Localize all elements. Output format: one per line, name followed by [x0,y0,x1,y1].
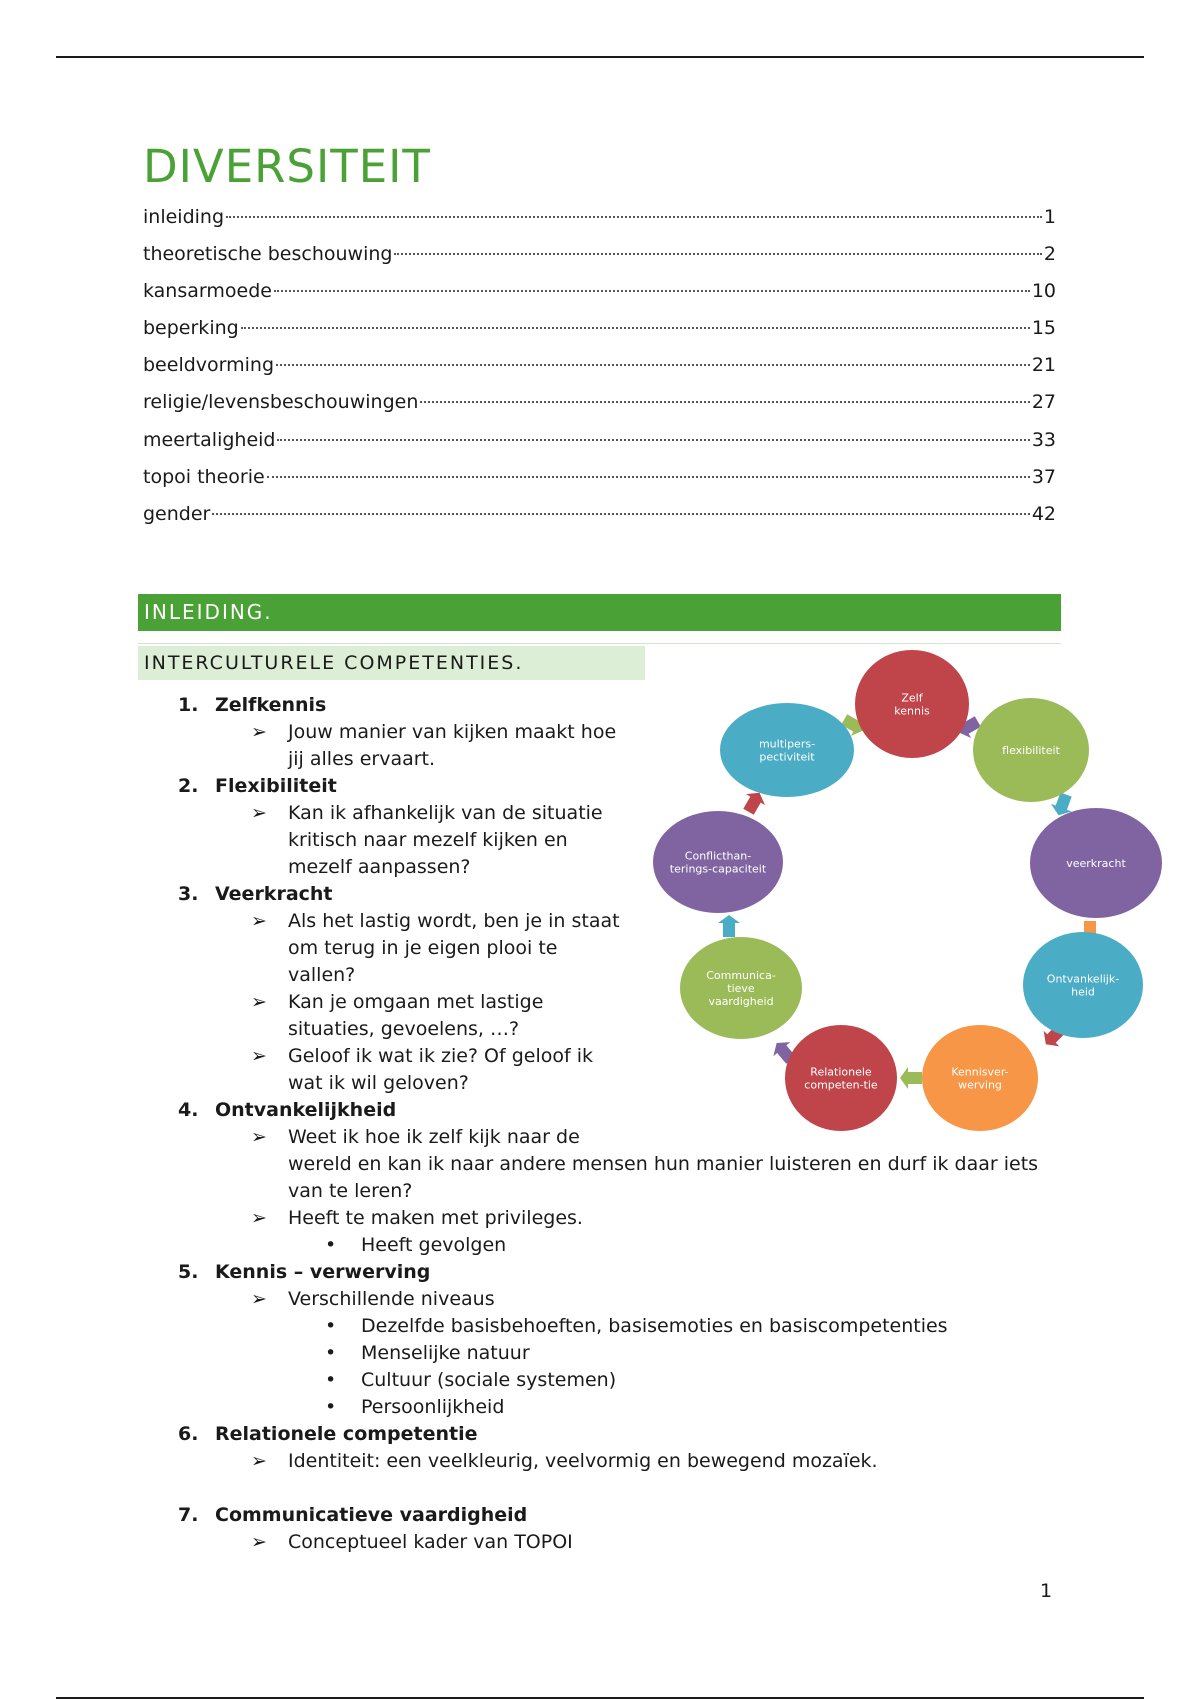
competence-subpoint-text: Als het lastig wordt, ben je in staat om terug in je eigen plooi te vallen? [288,910,620,986]
competence-subpoint-text: Kan je omgaan met lastige situaties, gevoelens, …? [288,991,544,1040]
toc-leader-dots [420,401,1029,403]
cycle-node [785,1025,897,1131]
competence-bullet [178,1340,1058,1367]
competence-subpoint-text: Heeft te maken met privileges. [288,1207,583,1229]
bullet-dot-icon: • [325,1234,337,1256]
competence-item-number: 2. [178,775,199,797]
toc-entry-label: inleiding [143,206,225,228]
competence-subpoint-text: Geloof ik wat ik zie? Of geloof ik wat ik wil geloven? [288,1045,594,1094]
competence-subpoint [178,719,628,773]
bullet-dot-icon: • [325,1369,337,1391]
toc-leader-dots [394,253,1041,255]
competence-item [178,1421,1058,1475]
competence-subpoint [178,1286,1058,1313]
header-rule [56,56,1144,58]
cycle-node-label: Relationele [810,1065,872,1079]
competence-bullet-text: Heeft gevolgen [361,1234,507,1256]
arrow-bullet-icon: ➢ [251,802,267,824]
toc-entry-label: religie/levensbeschouwingen [143,391,419,414]
competence-cycle-diagram [650,648,1180,1148]
toc-entry[interactable] [143,466,1056,503]
competence-item-title-text: Ontvankelijkheid [215,1099,397,1121]
competence-subpoint [178,908,628,989]
toc-entry-page: 21 [1031,354,1056,377]
toc-entry-label: meertaligheid [143,428,276,451]
footer-rule [56,1697,1144,1699]
toc-leader-dots [226,216,1042,218]
toc-entry-label: theoretische beschouwing [143,243,393,266]
cycle-node-label: flexibiliteit [1002,744,1060,757]
cycle-arrow [718,915,740,937]
toc-entry[interactable] [143,354,1056,391]
arrow-bullet-icon: ➢ [251,1207,267,1229]
competence-item-number: 3. [178,883,199,905]
competence-subpoint [178,800,628,881]
competence-subpoint-text: Identiteit: een veelkleurig, veelvormig en bewegend mozaïek. [288,1450,878,1472]
toc-entry[interactable] [143,503,1056,540]
toc-entry-page: 33 [1031,428,1056,451]
cycle-node [1030,808,1162,918]
cycle-node [720,703,854,797]
cycle-node-label: heid [1071,985,1095,999]
toc-entry[interactable] [143,429,1056,466]
competence-item-title [178,1502,1058,1529]
competence-item-title-text: Relationele competentie [215,1423,478,1445]
toc-entry[interactable] [143,280,1056,317]
arrow-bullet-icon: ➢ [251,1531,267,1553]
cycle-node-label: kennis [894,704,930,718]
competence-bullet-text: Cultuur (sociale systemen) [361,1369,617,1391]
arrow-bullet-icon: ➢ [251,721,267,743]
cycle-node-label: pectiviteit [759,750,815,764]
toc-entry-page: 27 [1031,391,1056,414]
subsection-heading-intercultural-competences: INTERCULTURELE COMPETENTIES. [138,646,645,680]
toc-leader-dots [241,327,1030,329]
competence-subpoint-continuation: wereld en kan ik naar andere mensen hun manier luisteren en durf ik daar iets van te leren? [288,1153,1039,1202]
competence-subpoint [178,1043,628,1097]
toc-leader-dots [277,439,1029,441]
arrow-bullet-icon: ➢ [251,1045,267,1067]
cycle-node [1023,932,1143,1038]
competence-item-title-text: Kennis – verwerving [215,1261,431,1283]
competence-subpoint [178,989,628,1043]
arrow-bullet-icon: ➢ [251,1288,267,1310]
arrow-bullet-icon: ➢ [251,1126,267,1148]
competence-item-number: 7. [178,1504,199,1526]
cycle-node-label: Zelf [901,691,923,705]
toc-entry[interactable] [143,206,1056,243]
cycle-node [680,937,802,1039]
bullet-dot-icon: • [325,1315,337,1337]
competence-item-number: 5. [178,1261,199,1283]
competence-item-title-text: Veerkracht [215,883,333,905]
cycle-arrow [900,1067,922,1089]
toc-entry-label: topoi theorie [143,465,265,488]
cycle-node-label: Conflicthan- [684,849,752,863]
cycle-node-label: Kennisver- [951,1065,1009,1079]
arrow-bullet-icon: ➢ [251,910,267,932]
cycle-node-label: Ontvankelijk- [1046,972,1120,986]
toc-leader-dots [267,476,1030,478]
competence-item-number: 1. [178,694,199,716]
competence-item [178,1259,1058,1421]
cycle-node-label: multipers- [758,737,816,751]
toc-entry-page: 10 [1031,280,1056,303]
cycle-node-label: Communica- [706,969,776,982]
toc-entry-page: 1 [1043,206,1056,228]
bullet-dot-icon: • [325,1396,337,1418]
toc-entry-page: 2 [1043,243,1056,266]
toc-entry-label: kansarmoede [143,280,272,303]
competence-bullet [178,1232,1058,1259]
toc-leader-dots [274,290,1030,292]
cycle-node [922,1025,1038,1131]
competence-subpoint-text: Conceptueel kader van TOPOI [288,1531,573,1553]
competence-item-title [178,1421,1058,1448]
toc-entry-page: 15 [1031,317,1056,340]
competence-item-number: 4. [178,1099,199,1121]
competence-bullet [178,1367,1058,1394]
cycle-node-label: werving [958,1078,1002,1092]
cycle-node-label: vaardigheid [708,995,774,1008]
competence-item-title-text: Flexibiliteit [215,775,337,797]
competence-bullet-text: Menselijke natuur [361,1342,530,1364]
toc-entry[interactable] [143,243,1056,280]
toc-entry[interactable] [143,391,1056,428]
competence-bullet-text: Persoonlijkheid [361,1396,505,1418]
competence-bullet [178,1313,1058,1340]
competence-item [178,1475,1058,1556]
cycle-node-label: veerkracht [1066,857,1126,870]
table-of-contents [143,206,1056,540]
cycle-node [973,698,1089,802]
toc-entry-page: 37 [1031,465,1056,488]
competence-subpoint [178,1529,1058,1556]
page-number: 1 [1040,1580,1053,1602]
section-heading-inleiding: INLEIDING. [138,594,1061,631]
competence-subpoint-text: Verschillende niveaus [288,1288,495,1310]
competence-subpoint-text: Jouw manier van kijken maakt hoe jij alles ervaart. [288,721,617,770]
competence-item-title-text: Zelfkennis [215,694,327,716]
document-title: DIVERSITEIT [143,140,431,193]
competence-subpoint [178,1448,1058,1475]
cycle-node-label: terings-capaciteit [669,862,767,876]
competence-bullet [178,1394,1058,1421]
toc-leader-dots [212,513,1029,515]
toc-entry[interactable] [143,317,1056,354]
competence-subpoint-text: Kan ik afhankelijk van de situatie kritisch naar mezelf kijken en mezelf aanpassen? [288,802,603,878]
toc-leader-dots [276,364,1030,366]
arrow-bullet-icon: ➢ [251,991,267,1013]
competence-item-title [178,1259,1058,1286]
cycle-node-label: tieve [727,982,755,995]
cycle-node-label: competen-tie [804,1078,878,1092]
competence-subpoint-text: Weet ik hoe ik zelf kijk naar de [288,1126,580,1148]
competence-item-number: 6. [178,1423,199,1445]
toc-entry-page: 42 [1031,502,1056,525]
section-heading-divider [138,643,1061,644]
competence-bullet-text: Dezelfde basisbehoeften, basisemoties en basiscompetenties [361,1315,948,1337]
competence-subpoint [178,1205,1058,1232]
cycle-node [855,650,969,758]
toc-entry-label: beeldvorming [143,354,275,377]
arrow-bullet-icon: ➢ [251,1450,267,1472]
bullet-dot-icon: • [325,1342,337,1364]
cycle-node [653,811,783,913]
toc-entry-label: beperking [143,317,239,340]
competence-item-title-text: Communicatieve vaardigheid [215,1504,528,1526]
toc-entry-label: gender [143,502,211,525]
